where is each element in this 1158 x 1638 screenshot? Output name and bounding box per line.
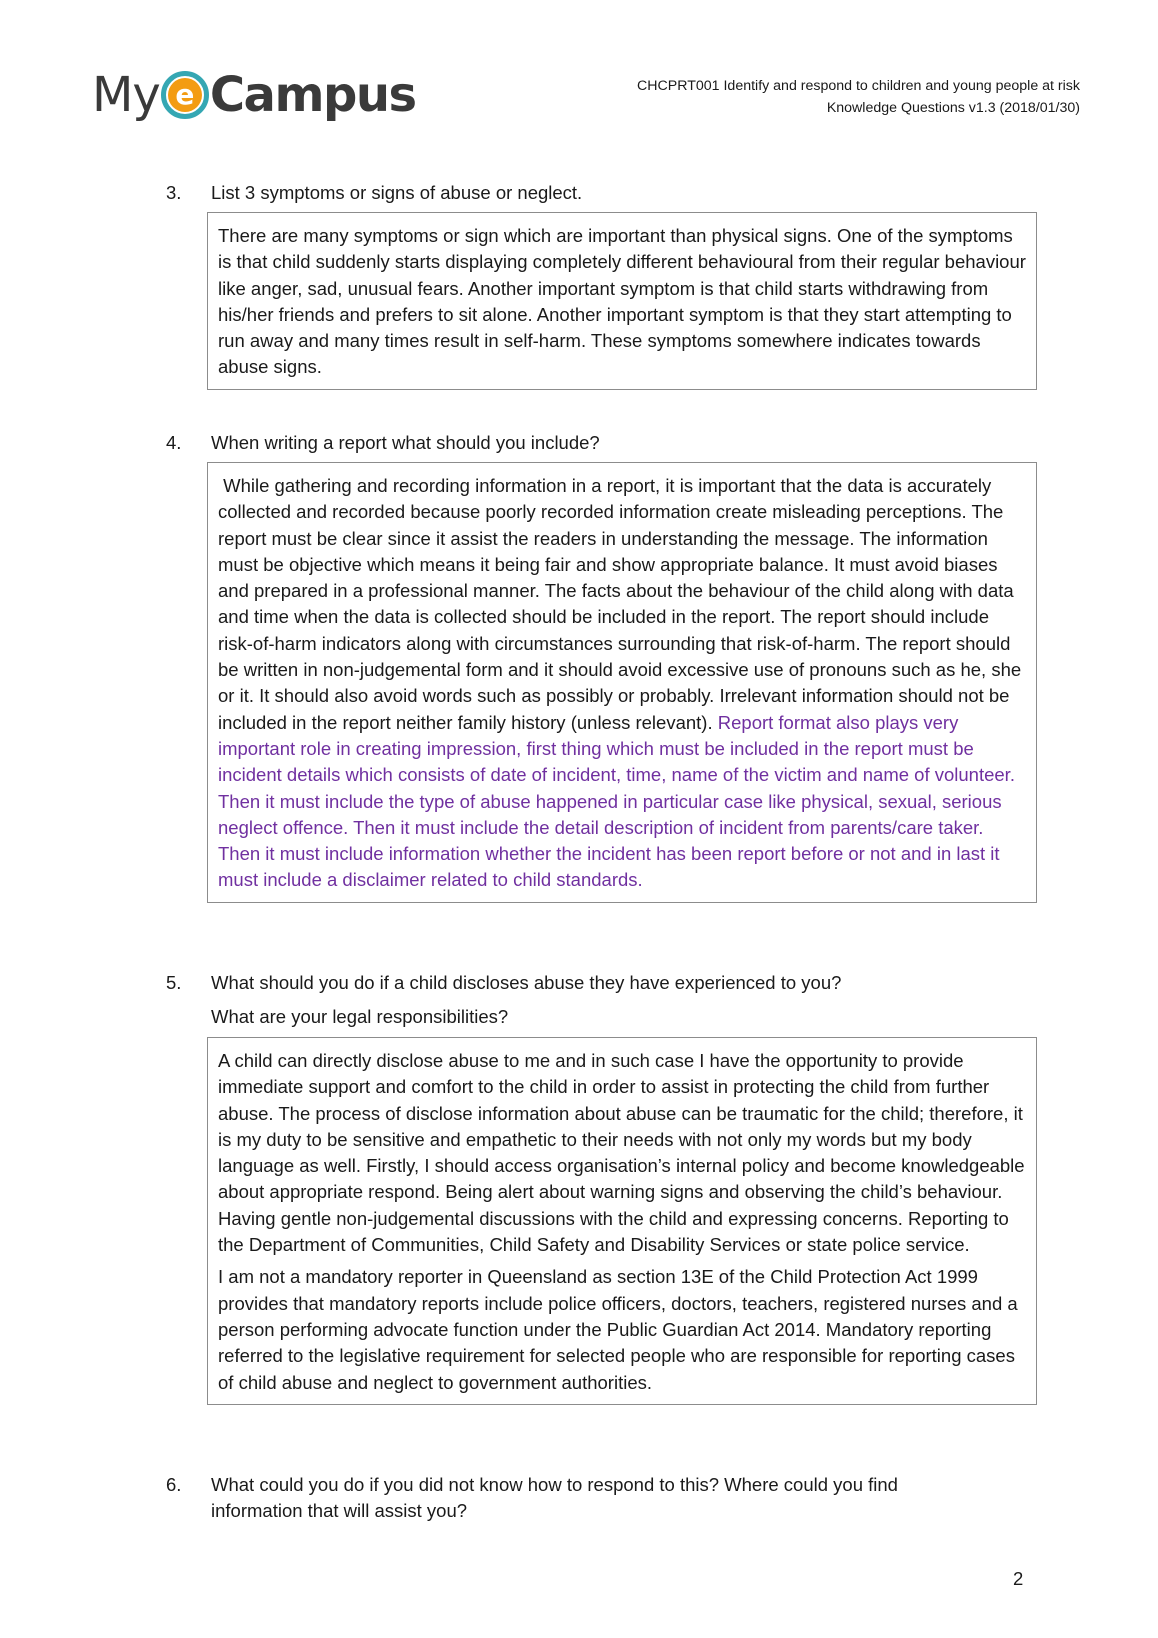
question-prompt-line-2: information that will assist you? — [211, 1500, 468, 1521]
question-number: 5. — [166, 972, 182, 993]
answer-paragraph-1: A child can directly disclose abuse to me and in such case I have the opportunity to provide immediate support and comfort to the child in order to assist in protecting the child from further abuse. The process of disclose information about abuse can be traumatic for the child; therefore, it is my duty to be sensitive and empathetic to their needs with not only my words but my body language as well. Firstly, I should access organisation’s internal policy and become knowledgeable about appropriate respond. Being alert about warning signs and observing the child’s behaviour. Having gentle non-judgemental discussions with the child and expressing concerns. Reporting to the Department of Communities, Child Safety and Disability Services or state police service. — [218, 1050, 1025, 1256]
question-number: 3. — [166, 182, 182, 203]
question-prompt: When writing a report what should you include? — [211, 432, 600, 453]
logo-text-my: My — [92, 67, 160, 123]
question-prompt-line-2: What are your legal responsibilities? — [211, 1006, 509, 1027]
answer-box-5 — [207, 1037, 1037, 1405]
logo-text-campus: Campus — [209, 67, 416, 123]
question-prompt: List 3 symptoms or signs of abuse or neglect. — [211, 182, 583, 203]
question-prompt: What should you do if a child discloses abuse they have experienced to you? — [211, 972, 842, 993]
question-number: 6. — [166, 1474, 182, 1495]
answer-box-3 — [207, 212, 1037, 390]
page-number: 2 — [1013, 1568, 1024, 1589]
document-version: Knowledge Questions v1.3 (2018/01/30) — [826, 100, 1080, 116]
answer-paragraph-2: I am not a mandatory reporter in Queensland as section 13E of the Child Protection Act 1999 provides that mandatory reports include police officers, doctors, teachers, registered nurses and a person performing advocate function under the Public Guardian Act 2014. Mandatory reporting referred to the legislative requirement for selected people who are responsible for reporting cases of child abuse and neglect to government authorities. — [218, 1266, 1018, 1393]
logo-e-icon: e — [161, 71, 209, 119]
answer-text-purple: Report format also plays very important role in creating impression, first thing which must be included in the report must be incident details which consists of date of incident, time, name of the victim and name of volunteer. Then it must include the type of abuse happened in particular case like physical, sexual, serious neglect offence. Then it must include the detail description of incident from parents/care taker. Then it must include information whether the incident has been report before or not and in last it must include a disclaimer related to child standards. — [218, 711, 1015, 891]
question-number: 4. — [166, 432, 182, 453]
document-header-info — [637, 75, 1080, 119]
answer-text-black: While gathering and recording information in a report, it is important that the data is accurately collected and recorded because poorly recorded information create misleading perceptions. The report must be clear since it assist the readers in understanding the message. The information must be objective which means it being fair and show appropriate balance. It must avoid biases and prepared in a professional manner. The facts about the behaviour of the child along with data and time when the data is collected should be included in the report. The report should include risk-of-harm indicators along with circumstances surrounding that risk-of-harm. The report should be written in non-judgemental form and it should avoid excessive use of pronouns such as he, she or it. It should also avoid words such as possibly or probably. Irrelevant information should not be included in the report neither family history (unless relevant). — [218, 475, 1022, 733]
answer-text: There are many symptoms or sign which are important than physical signs. One of the symptoms is that child suddenly starts displaying completely different behavioural from their regular behaviour like anger, sad, unusual fears. Another important symptom is that child starts withdrawing from his/her friends and prefers to sit alone. Another important symptom is that they start attempting to run away and many times result in self-harm. These symptoms somewhere indicates towards abuse signs. — [218, 225, 1026, 378]
mycampus-logo — [92, 64, 416, 126]
answer-box-4 — [207, 462, 1037, 903]
question-prompt: What could you do if you did not know how to respond to this? Where could you find — [211, 1474, 898, 1495]
course-title: CHCPRT001 Identify and respond to children and young people at risk — [637, 78, 1080, 94]
answer-text — [218, 473, 1026, 894]
